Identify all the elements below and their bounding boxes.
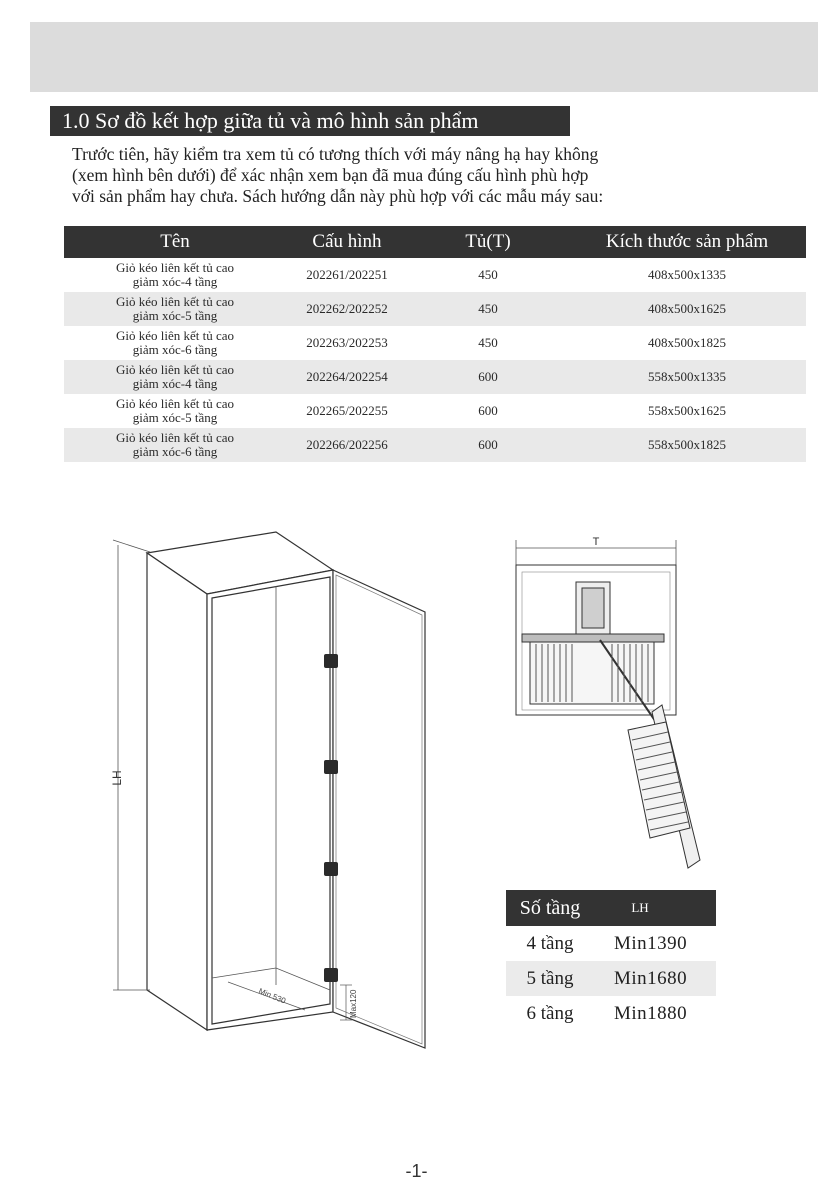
header-levels: Số tầng xyxy=(519,896,581,919)
header-cabinet: Tủ(T) xyxy=(465,231,511,252)
cell-name-line1: Giỏ kéo liên kết tủ cao xyxy=(115,294,235,309)
cell-name-line2: giảm xóc-6 tầng xyxy=(132,342,218,357)
cell-config: 202261/202251 xyxy=(306,267,388,282)
cell-name-line2: giảm xóc-6 tầng xyxy=(132,444,218,459)
levels-table xyxy=(506,890,716,1031)
lh-dimension-label: LH xyxy=(110,770,124,786)
cell-lh: Min1680 xyxy=(614,967,688,989)
cell-size: 408x500x1335 xyxy=(648,267,726,282)
cell-size: 558x500x1335 xyxy=(648,369,726,384)
cell-config: 202266/202256 xyxy=(306,437,388,452)
cell-cabinet: 600 xyxy=(478,403,498,418)
intro-line: (xem hình bên dưới) để xác nhận xem bạn đã mua đúng cấu hình phù hợp xyxy=(72,165,589,185)
cell-levels: 5 tầng xyxy=(526,967,574,989)
cell-cabinet: 600 xyxy=(478,437,498,452)
cell-name-line1: Giỏ kéo liên kết tủ cao xyxy=(115,430,235,445)
section-title: 1.0 Sơ đồ kết hợp giữa tủ và mô hình sản phẩm xyxy=(50,106,570,136)
cell-cabinet: 600 xyxy=(478,369,498,384)
cell-size: 558x500x1625 xyxy=(648,403,726,418)
cell-lh: Min1390 xyxy=(614,932,688,954)
cell-name-line1: Giỏ kéo liên kết tủ cao xyxy=(115,396,235,411)
basket-mechanism-drawing xyxy=(516,540,700,868)
cell-name-line2: giảm xóc-5 tầng xyxy=(132,308,218,323)
max-dimension-label: Max120 xyxy=(349,989,358,1018)
cell-config: 202264/202254 xyxy=(306,369,388,384)
cell-config: 202263/202253 xyxy=(306,335,388,350)
cell-size: 408x500x1625 xyxy=(648,301,726,316)
cell-name-line2: giảm xóc-4 tầng xyxy=(132,376,218,391)
cell-size: 408x500x1825 xyxy=(648,335,726,350)
header-name: Tên xyxy=(160,231,190,252)
cell-config: 202265/202255 xyxy=(306,403,388,418)
cell-cabinet: 450 xyxy=(478,301,498,316)
intro-line: với sản phẩm hay chưa. Sách hướng dẫn này phù hợp với các mẫu máy sau: xyxy=(72,186,604,206)
intro-line: Trước tiên, hãy kiểm tra xem tủ có tương thích với máy nâng hạ hay không xyxy=(72,144,599,164)
table-row xyxy=(506,961,716,996)
header-size: Kích thước sản phẩm xyxy=(605,231,769,252)
cell-cabinet: 450 xyxy=(478,267,498,282)
cell-lh: Min1880 xyxy=(614,1002,688,1024)
cell-config: 202262/202252 xyxy=(306,301,388,316)
cell-name-line1: Giỏ kéo liên kết tủ cao xyxy=(115,362,235,377)
cell-name-line1: Giỏ kéo liên kết tủ cao xyxy=(115,260,235,275)
header-lh: LH xyxy=(631,900,649,915)
cell-name-line2: giảm xóc-4 tầng xyxy=(132,274,218,289)
cabinet-drawing xyxy=(113,532,425,1048)
cell-levels: 4 tầng xyxy=(526,932,574,954)
cell-levels: 6 tầng xyxy=(526,1002,574,1024)
cell-size: 558x500x1825 xyxy=(648,437,726,452)
cell-name-line1: Giỏ kéo liên kết tủ cao xyxy=(115,328,235,343)
t-dimension-label: T xyxy=(592,536,600,548)
table-row xyxy=(506,926,716,961)
page-number: -1- xyxy=(405,1161,428,1181)
header-config: Cấu hình xyxy=(312,231,382,252)
table-row xyxy=(506,996,716,1031)
levels-table-header xyxy=(506,890,716,926)
cell-name-line2: giảm xóc-5 tầng xyxy=(132,410,218,425)
cell-cabinet: 450 xyxy=(478,335,498,350)
min-dimension-label: Min 530 xyxy=(257,986,288,1006)
